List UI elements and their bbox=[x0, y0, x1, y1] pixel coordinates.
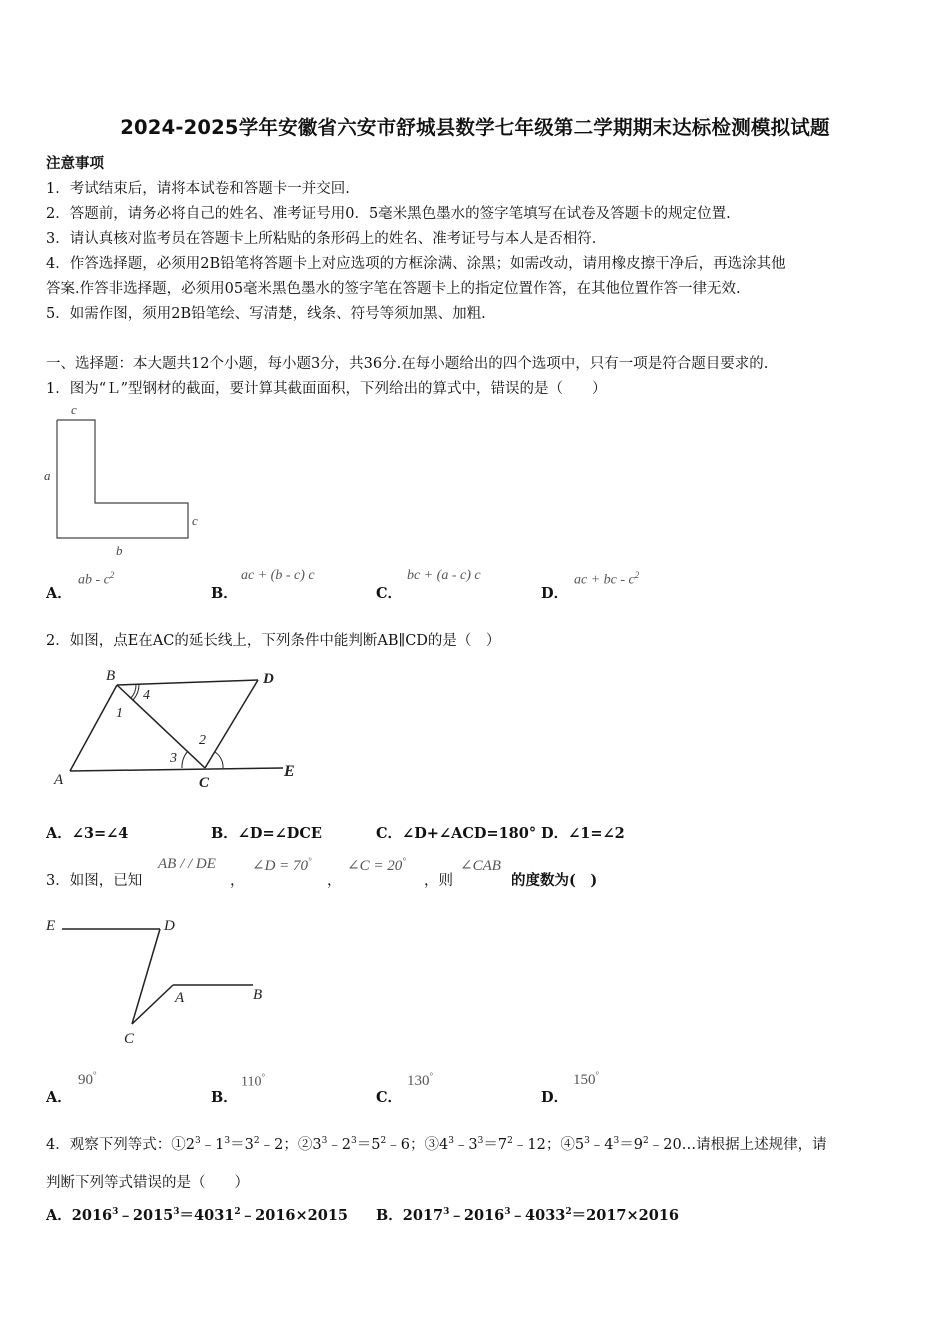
q3-option-a-letter[interactable]: A． bbox=[46, 1089, 72, 1106]
q3-math-angle-c: ∠C = 20° bbox=[347, 856, 406, 874]
q1-option-c-expr: bc + (a - c) c bbox=[407, 568, 481, 583]
q3-then: ，则 bbox=[424, 873, 453, 889]
fig-label-d: D bbox=[164, 918, 175, 934]
fig-label-d: D bbox=[263, 671, 274, 687]
q2-figure-quadrilateral bbox=[40, 660, 320, 800]
q3-option-c-value: 130° bbox=[407, 1071, 434, 1089]
q3-comma: ， bbox=[230, 873, 245, 889]
notes-heading: 注意事项 bbox=[46, 155, 104, 172]
q3-figure bbox=[40, 905, 280, 1050]
q1-stem: 1．图为“Ｌ”型钢材的截面，要计算其截面面积，下列给出的算式中，错误的是（ ） bbox=[46, 381, 607, 397]
note-item: 3．请认真核对监考员在答题卡上所粘贴的条形码上的姓名、准考证号与本人是否相符. bbox=[46, 231, 597, 247]
q4-stem-line1: 4．观察下列等式：$①2^3﹣1^3=3^2﹣2$；$②3^3﹣2^3=5^2﹣6$；$③4^3﹣3^3=7^2﹣12$；$④5^3﹣4^3=9^2﹣20\dots$请根据上述规律，请 bbox=[46, 1136, 827, 1153]
fig-label-a: A bbox=[54, 772, 64, 788]
q3-option-b-letter[interactable]: B． bbox=[211, 1089, 238, 1106]
fig-label-e: E bbox=[284, 763, 295, 780]
fig-angle-2: 2 bbox=[199, 733, 206, 748]
fig-label-c-right: c bbox=[192, 513, 198, 528]
q3-option-c-letter[interactable]: C． bbox=[376, 1089, 403, 1106]
q1-option-a-expr: ab - $c^2$ bbox=[78, 570, 115, 588]
note-item: 答案.作答非选择题，必须用05毫米黑色墨水的签字笔在答题卡上的指定位置作答，在其他位置作答一律无效. bbox=[46, 281, 741, 297]
note-item: 2．答题前，请务必将自己的姓名、准考证号用0．5毫米黑色墨水的签字笔填写在试卷及答题卡的规定位置. bbox=[46, 206, 731, 222]
fig-label-b: B bbox=[106, 668, 116, 684]
q3-math-angle-cab: ∠CAB bbox=[460, 858, 501, 874]
note-item: 5．如需作图，须用2B铅笔绘、写清楚，线条、符号等须加黑、加粗. bbox=[46, 306, 486, 322]
q4-option-a[interactable]: A．$2016^3﹣2015^3=4031^2﹣2016\times 2015$ bbox=[46, 1207, 349, 1224]
q3-suffix: 的度数为( ) bbox=[511, 872, 598, 889]
q3-option-d-letter[interactable]: D． bbox=[541, 1089, 569, 1106]
q1-option-b-expr: ac + (b - c) c bbox=[241, 568, 315, 583]
q1-option-c-letter[interactable]: C． bbox=[376, 585, 403, 602]
q1-option-a-letter[interactable]: A． bbox=[46, 585, 72, 602]
q3-comma: ， bbox=[327, 873, 342, 889]
q3-math-ab-parallel-de: AB / / DE bbox=[158, 856, 216, 872]
fig-label-b: B bbox=[253, 987, 263, 1003]
q2-option-b[interactable]: B．∠D=∠DCE bbox=[211, 825, 322, 842]
q3-option-d-value: 150° bbox=[573, 1070, 600, 1088]
q2-stem: 2．如图，点E在AC的延长线上，下列条件中能判断AB∥CD的是（ ） bbox=[46, 633, 501, 649]
q4-stem-line2: 判断下列等式错误的是（ ） bbox=[46, 1175, 249, 1191]
q1-figure-l-shape bbox=[40, 400, 220, 560]
q3-prefix: 3．如图，已知 bbox=[46, 873, 143, 889]
fig-angle-4: 4 bbox=[143, 688, 150, 703]
fig-angle-3: 3 bbox=[170, 751, 177, 766]
fig-label-a: a bbox=[44, 468, 51, 483]
page-title: 2024-2025学年安徽省六安市舒城县数学七年级第二学期期末达标检测模拟试题 bbox=[120, 116, 830, 139]
fig-label-b: b bbox=[116, 543, 123, 558]
section-heading: 一、选择题：本大题共12个小题，每小题3分，共36分.在每小题给出的四个选项中，只有一项是符合题目要求的. bbox=[46, 356, 769, 372]
q4-option-b[interactable]: B．$2017^3﹣2016^3﹣4033^2=2017\times 2016$ bbox=[376, 1207, 680, 1224]
fig-label-c-top: c bbox=[71, 402, 77, 417]
q2-option-a[interactable]: A．∠3=∠4 bbox=[46, 825, 129, 842]
fig-label-a: A bbox=[175, 990, 185, 1006]
q2-option-c[interactable]: C．∠D+∠ACD=180° bbox=[376, 825, 537, 842]
q3-math-angle-d: ∠D = 70° bbox=[252, 856, 312, 874]
note-item: 4．作答选择题，必须用2B铅笔将答题卡上对应选项的方框涂满、涂黑；如需改动，请用橡皮擦干净后，再选涂其他 bbox=[46, 256, 786, 272]
fig-angle-1: 1 bbox=[116, 706, 123, 721]
q3-option-a-value: 90° bbox=[78, 1070, 97, 1088]
note-item: 1．考试结束后，请将本试卷和答题卡一并交回. bbox=[46, 181, 350, 197]
q1-option-b-letter[interactable]: B． bbox=[211, 585, 238, 602]
q2-option-d[interactable]: D．∠1=∠2 bbox=[541, 825, 625, 842]
q1-option-d-expr: ac + bc - $c^2$ bbox=[574, 570, 640, 588]
fig-label-c: C bbox=[124, 1031, 135, 1047]
q1-option-d-letter[interactable]: D． bbox=[541, 585, 569, 602]
fig-label-e: E bbox=[46, 918, 56, 934]
fig-label-c: C bbox=[199, 775, 210, 791]
q3-option-b-value: 110° bbox=[241, 1072, 266, 1090]
